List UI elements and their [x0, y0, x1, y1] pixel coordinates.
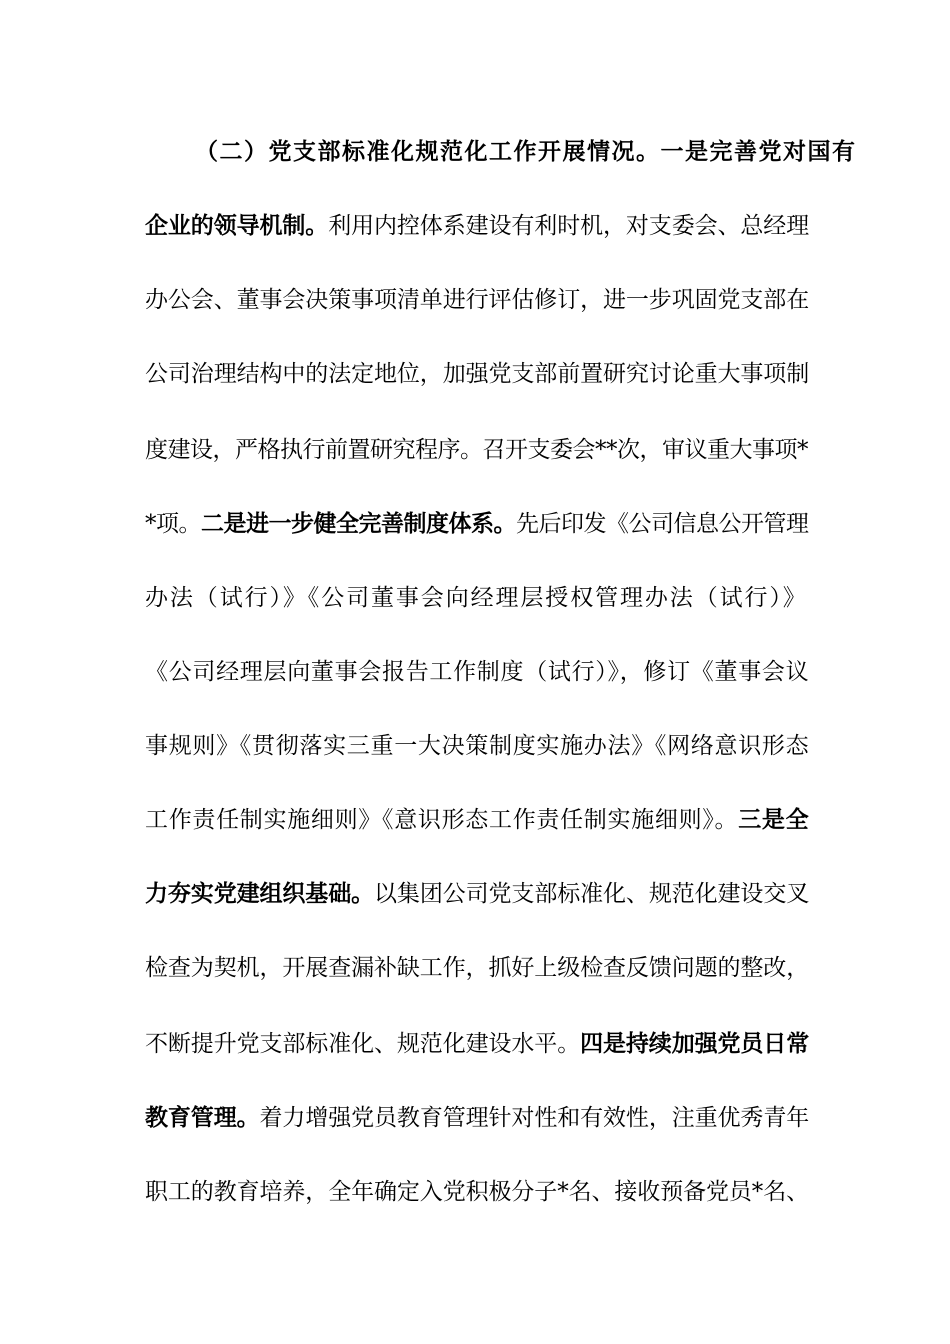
body-text: 公司治理结构中的法定地位，加强党支部前置研究讨论重大事项制 [145, 361, 810, 387]
bold-text: 力夯实党建组织基础。 [145, 880, 375, 907]
paragraph-line [145, 504, 810, 544]
bold-text: 二是进一步健全完善制度体系。 [201, 510, 516, 537]
bold-text: （二）党支部标准化规范化工作开展情况。一是完善党对国有 [195, 138, 857, 165]
paragraph-line [195, 132, 860, 172]
paragraph-line [145, 430, 810, 470]
body-text: 着力增强党员教育管理针对性和有效性，注重优秀青年 [259, 1105, 810, 1131]
paragraph-line [145, 948, 810, 988]
body-text: 职工的教育培养，全年确定入党积极分子*名、接收预备党员*名、 [145, 1179, 810, 1205]
paragraph-line [145, 726, 810, 766]
bold-text: 三是全 [738, 806, 810, 833]
body-text: 工作责任制实施细则》《意识形态工作责任制实施细则》。 [145, 807, 739, 833]
paragraph-line [145, 1024, 810, 1064]
paragraph-line [145, 874, 810, 914]
bold-text: 企业的领导机制。 [145, 212, 329, 239]
paragraph-line [145, 652, 810, 692]
body-text: 利用内控体系建设有利时机，对支委会、总经理 [328, 213, 810, 239]
body-text: 不断提升党支部标准化、规范化建设水平。 [145, 1031, 581, 1057]
paragraph-line [145, 280, 810, 320]
body-text: 度建设，严格执行前置研究程序。召开支委会**次，审议重大事项* [145, 437, 808, 463]
body-text: 先后印发《公司信息公开管理 [516, 511, 809, 537]
bold-text: 教育管理。 [145, 1104, 260, 1131]
body-text: 以集团公司党支部标准化、规范化建设交叉 [374, 881, 810, 907]
body-text: 《公司经理层向董事会报告工作制度（试行）》，修订《董事会议 [145, 659, 810, 685]
body-text: 检查为契机，开展查漏补缺工作，抓好上级检查反馈问题的整改， [145, 955, 810, 981]
body-text: 办公会、董事会决策事项清单进行评估修订，进一步巩固党支部在 [145, 287, 810, 313]
paragraph-line [145, 354, 810, 394]
body-text: 办法（试行）》《公司董事会向经理层授权管理办法（试行）》 [145, 585, 808, 611]
paragraph-line [145, 800, 810, 840]
paragraph-line [145, 1172, 810, 1212]
body-text: 事规则》《贯彻落实三重一大决策制度实施办法》《网络意识形态 [145, 733, 810, 759]
paragraph-line [145, 206, 810, 246]
bold-text: 四是持续加强党员日常 [580, 1030, 810, 1057]
body-text: *项。 [145, 511, 201, 537]
paragraph-line [145, 1098, 810, 1138]
paragraph-line [145, 578, 810, 618]
